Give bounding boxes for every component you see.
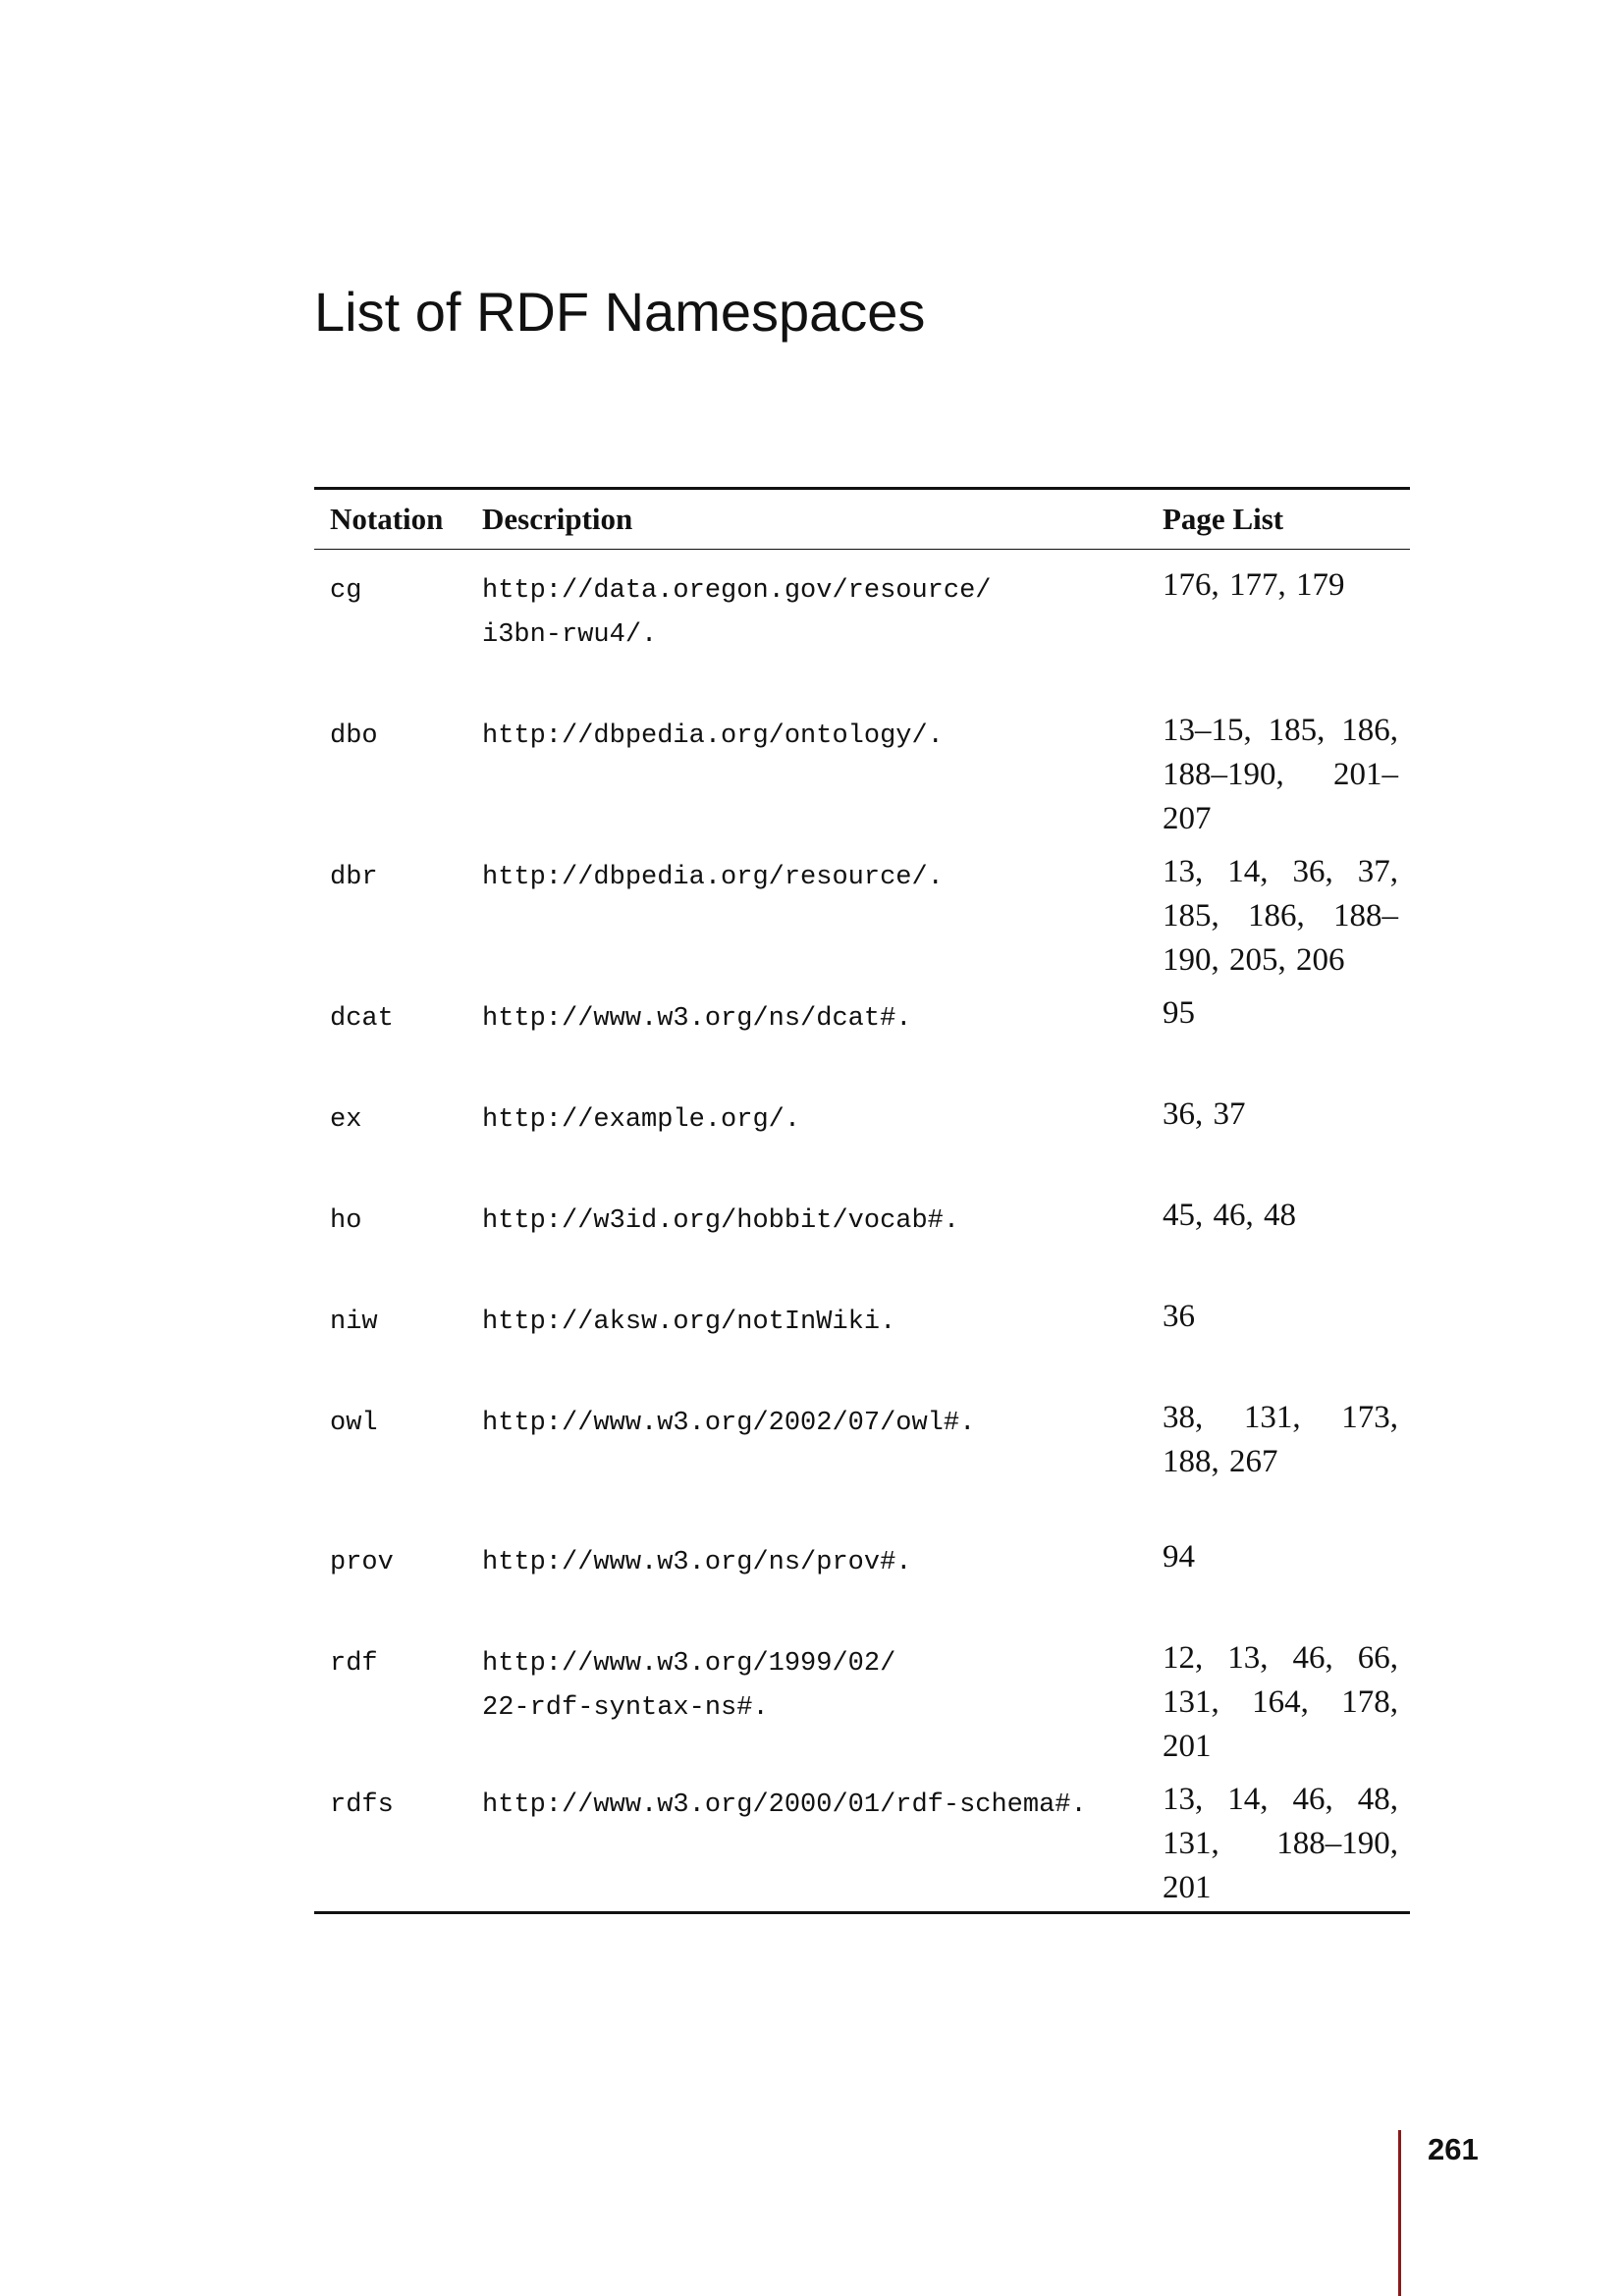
notation-cell: ho (330, 1206, 362, 1236)
page-list-cell: 176, 177, 179 (1163, 567, 1345, 603)
header-page-list: Page List (1163, 502, 1284, 536)
table-row (314, 1085, 1410, 1186)
description-line: http://www.w3.org/ns/dcat#. (482, 1004, 912, 1034)
header-notation: Notation (330, 502, 444, 536)
page-list-cell: 45, 46, 48 (1163, 1198, 1296, 1233)
description-line: http://data.oregon.gov/resource/ (482, 576, 992, 606)
page-list-cell: 94 (1163, 1539, 1195, 1575)
description-line: http://www.w3.org/2000/01/rdf-schema#. (482, 1790, 1087, 1820)
notation-cell: ex (330, 1105, 362, 1135)
description-line: http://www.w3.org/ns/prov#. (482, 1548, 912, 1577)
page-list-cell: 36, 37 (1163, 1096, 1246, 1132)
margin-rule (1398, 2130, 1401, 2296)
page-list-cell: 12, 13, 46, 66, 131, 164, 178, 201 (1163, 1640, 1398, 1764)
notation-cell: rdf (330, 1649, 378, 1679)
namespace-table (314, 487, 1410, 1914)
page-number: 261 (1428, 2132, 1479, 2166)
description-cell (466, 842, 1147, 984)
notation-cell: prov (330, 1548, 394, 1577)
notation-cell: dcat (330, 1004, 394, 1034)
notation-cell: cg (330, 576, 362, 606)
page-list-cell: 36 (1163, 1299, 1195, 1334)
description-cell (466, 1186, 1147, 1287)
description-cell (466, 1085, 1147, 1186)
notation-cell: dbr (330, 863, 378, 892)
table-row (314, 701, 1410, 842)
description-cell (466, 1629, 1147, 1770)
description-cell (466, 701, 1147, 842)
table-header-row (314, 489, 1410, 550)
description-line: http://www.w3.org/1999/02/ (482, 1649, 896, 1679)
notation-cell: dbo (330, 721, 378, 751)
notation-cell: niw (330, 1308, 378, 1337)
table-row (314, 550, 1410, 702)
table-row (314, 1388, 1410, 1527)
table-row (314, 1186, 1410, 1287)
description-line: http://w3id.org/hobbit/vocab#. (482, 1206, 960, 1236)
description-line: http://dbpedia.org/resource/. (482, 863, 944, 892)
description-cell (466, 550, 1147, 702)
table-row (314, 1770, 1410, 1913)
page-list-cell: 13, 14, 46, 48, 131, 188–190, 201 (1163, 1782, 1398, 1905)
notation-cell: owl (330, 1409, 378, 1438)
description-line: http://example.org/. (482, 1105, 801, 1135)
page-list-cell: 13, 14, 36, 37, 185, 186, 188–190, 205, 206 (1163, 854, 1398, 978)
table-row (314, 1629, 1410, 1770)
page-list-cell: 95 (1163, 995, 1195, 1031)
description-cell (466, 984, 1147, 1085)
page-list-cell: 13–15, 185, 186, 188–190, 201–207 (1163, 713, 1398, 836)
description-cell (466, 1388, 1147, 1527)
description-line: http://dbpedia.org/ontology/. (482, 721, 944, 751)
description-cell (466, 1287, 1147, 1388)
description-line: 22-rdf-syntax-ns#. (482, 1693, 769, 1723)
notation-cell: rdfs (330, 1790, 394, 1820)
header-description: Description (482, 502, 633, 536)
description-line: http://aksw.org/notInWiki. (482, 1308, 896, 1337)
description-cell (466, 1770, 1147, 1913)
description-cell (466, 1527, 1147, 1629)
table-row (314, 1287, 1410, 1388)
page-list-cell: 38, 131, 173, 188, 267 (1163, 1400, 1398, 1479)
table-row (314, 1527, 1410, 1629)
table-row (314, 984, 1410, 1085)
table-row (314, 842, 1410, 984)
page-title: List of RDF Namespaces (314, 281, 926, 343)
description-line: http://www.w3.org/2002/07/owl#. (482, 1409, 976, 1438)
description-line: i3bn-rwu4/. (482, 620, 658, 650)
